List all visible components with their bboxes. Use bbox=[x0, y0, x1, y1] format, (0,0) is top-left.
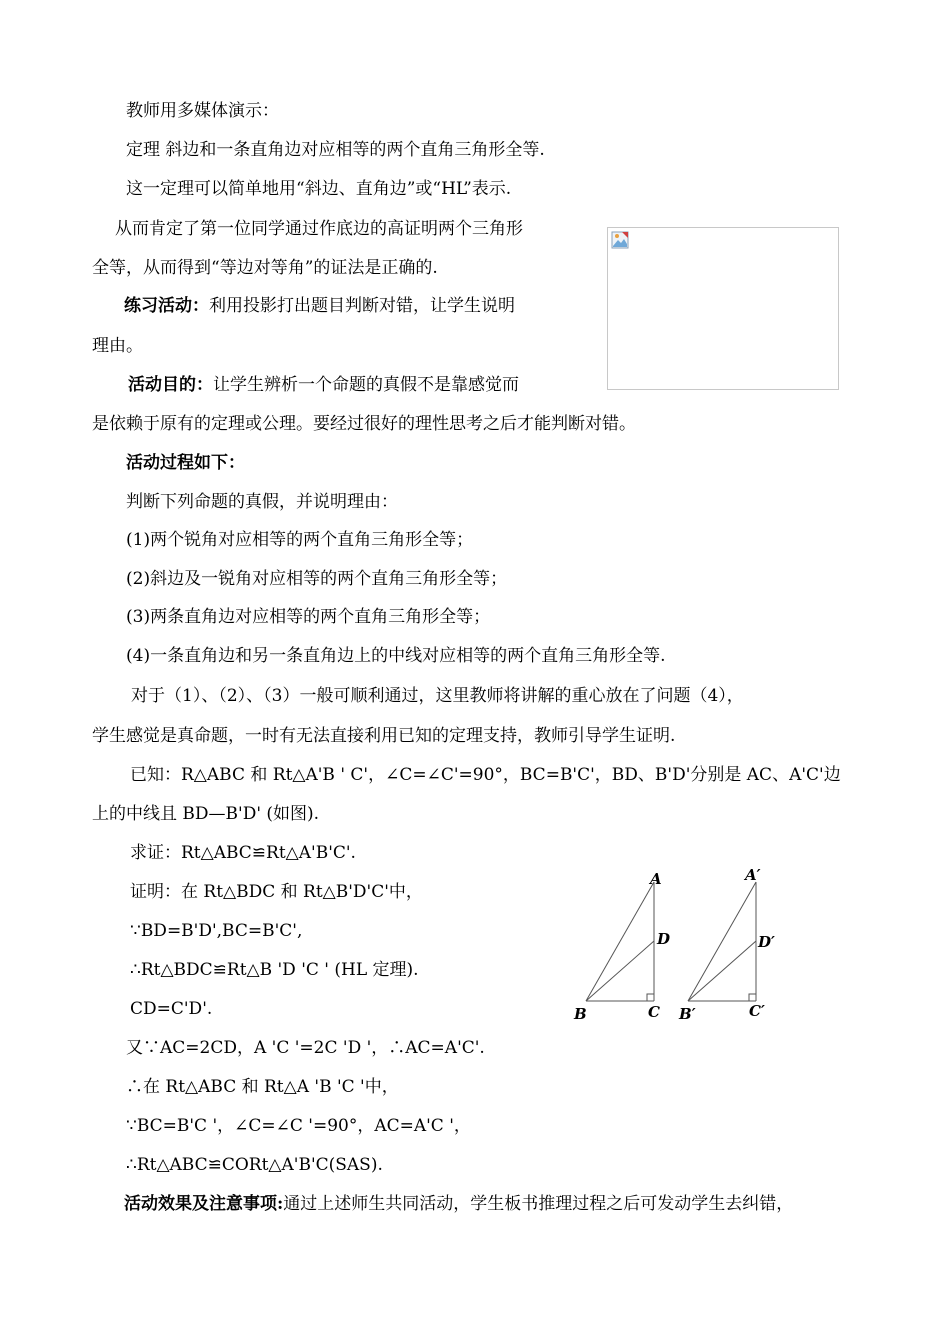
proof-line: ∴Rt△BDC≌Rt△B 'D 'C ' (HL 定理). bbox=[130, 960, 419, 980]
purpose-label: 活动目的： bbox=[128, 375, 213, 395]
proposition-item: (2)斜边及一锐角对应相等的两个直角三角形全等； bbox=[126, 569, 508, 589]
point-label-d: D bbox=[657, 930, 671, 948]
vertex-label-b-prime: B′ bbox=[679, 1005, 696, 1023]
given-line: 已知：R△ABC 和 Rt△A'B ' C'，∠C=∠C'=90°，BC=B'C'，BD、B'D'分别是 AC、A'C'边 bbox=[130, 765, 841, 785]
vertex-label-c-prime: C′ bbox=[749, 1002, 765, 1020]
side-a2b2 bbox=[688, 882, 756, 1001]
proof-line: ∵BC=B'C '，∠C=∠C '=90°，AC=A'C '， bbox=[126, 1116, 471, 1136]
effect-paragraph bbox=[124, 1193, 793, 1215]
proof-line: ∴Rt△ABC≌CORt△A'B'C(SAS). bbox=[126, 1155, 383, 1175]
practice-text: 利用投影打出题目判断对错，让学生说明 bbox=[209, 296, 515, 316]
broken-image-icon bbox=[611, 231, 629, 249]
practice-label: 练习活动： bbox=[124, 296, 209, 316]
section-heading: 活动过程如下： bbox=[126, 453, 245, 473]
theorem-line: 定理 斜边和一条直角边对应相等的两个直角三角形全等. bbox=[126, 140, 545, 160]
effect-label: 活动效果及注意事项: bbox=[124, 1194, 284, 1214]
text-line: 教师用多媒体演示： bbox=[126, 101, 279, 121]
point-label-d-prime: D′ bbox=[758, 933, 775, 951]
purpose-text: 让学生辨析一个命题的真假不是靠感觉而 bbox=[213, 375, 519, 395]
text-line: 理由。 bbox=[92, 336, 143, 356]
text-line: 学生感觉是真命题，一时有无法直接利用已知的定理支持，教师引导学生证明. bbox=[92, 726, 676, 746]
effect-text: 通过上述师生共同活动，学生板书推理过程之后可发动学生去纠错， bbox=[283, 1194, 794, 1214]
text-line: 上的中线且 BD—B'D' (如图). bbox=[92, 804, 320, 824]
right-angle-mark bbox=[647, 994, 654, 1001]
text-line: 是依赖于原有的定理或公理。要经过很好的理性思考之后才能判断对错。 bbox=[92, 414, 636, 434]
image-placeholder bbox=[607, 227, 839, 390]
median-bd bbox=[586, 941, 654, 1001]
proposition-item: (1)两个锐角对应相等的两个直角三角形全等； bbox=[126, 530, 474, 550]
purpose-paragraph bbox=[128, 374, 519, 396]
prove-line: 求证：Rt△ABC≌Rt△A'B'C'. bbox=[130, 843, 356, 863]
proof-line: CD=C'D'. bbox=[130, 999, 213, 1019]
side-ab bbox=[586, 882, 654, 1001]
text-line: 对于（1）、（2）、（3）一般可顺利通过，这里教师将讲解的重心放在了问题（4）， bbox=[131, 686, 744, 706]
proof-line: ∵BD=B'D',BC=B'C', bbox=[130, 921, 303, 941]
proposition-item: (3)两条直角边对应相等的两个直角三角形全等； bbox=[126, 607, 491, 627]
proof-line: 又∵AC=2CD，A 'C '=2C 'D '，∴AC=A'C'. bbox=[126, 1038, 485, 1058]
proof-line: ∴在 Rt△ABC 和 Rt△A 'B 'C '中， bbox=[126, 1077, 399, 1097]
vertex-label-b: B bbox=[574, 1005, 587, 1023]
text-line: 判断下列命题的真假，并说明理由： bbox=[126, 492, 398, 512]
proposition-item: (4)一条直角边和另一条直角边上的中线对应相等的两个直角三角形全等. bbox=[126, 646, 666, 666]
median-b2d2 bbox=[688, 941, 756, 1001]
text-line: 这一定理可以简单地用“斜边、直角边”或“HL”表示. bbox=[126, 179, 512, 199]
text-line: 从而肯定了第一位同学通过作底边的高证明两个三角形 bbox=[115, 219, 523, 239]
triangle-figure bbox=[570, 862, 810, 1027]
proof-line: 证明：在 Rt△BDC 和 Rt△B'D'C'中， bbox=[130, 882, 423, 902]
vertex-label-c: C bbox=[648, 1003, 660, 1021]
text-line: 全等，从而得到“等边对等角”的证法是正确的. bbox=[92, 258, 438, 278]
vertex-label-a-prime: A′ bbox=[745, 866, 761, 884]
practice-paragraph bbox=[124, 295, 515, 317]
vertex-label-a: A bbox=[650, 870, 662, 888]
right-angle-mark bbox=[749, 994, 756, 1001]
